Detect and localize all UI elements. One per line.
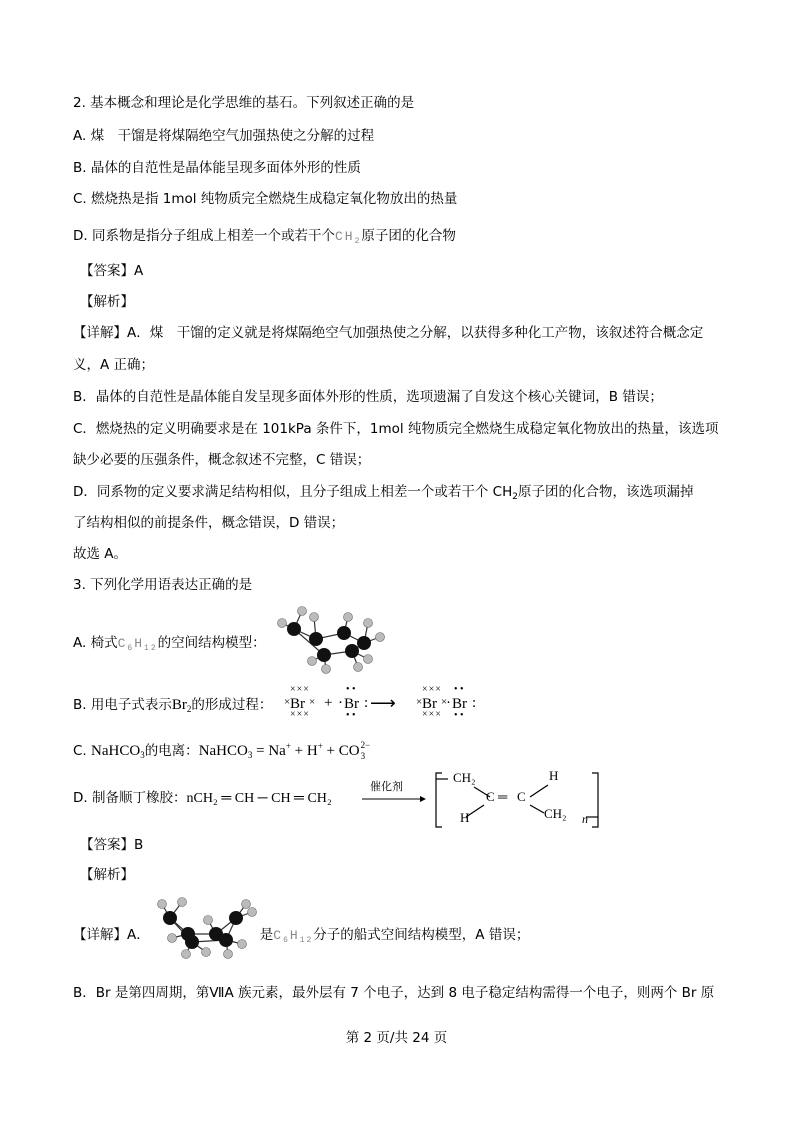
- q2-stem: 2. 基本概念和理论是化学思维的基石。下列叙述正确的是: [73, 95, 415, 111]
- q3-option-a: A. 椅式$C_6H_{12}$的空间结构模型：: [73, 635, 266, 653]
- chair-cyclohexane-model: [272, 603, 390, 677]
- product-ch2-bottom: CH₂: [544, 806, 567, 821]
- q2-answer: 【答案】A: [80, 263, 144, 279]
- q3-option-b: B. 用电子式表示$Br_2$的形成过程：: [73, 697, 273, 714]
- q2-detail-line-4: C．燃烧热的定义明确要求是在 101kPa 条件下，1mol 纯物质完全燃烧生成稳定氧化物放出的热量，该选项: [73, 421, 719, 437]
- q3-stem: 3. 下列化学用语表达正确的是: [73, 577, 253, 593]
- c6h12-formula-2: $C_6H_{12}$: [273, 928, 314, 945]
- ionization-equation: NaHCO$_3$ = Na+ + H+ + CO 2− 3: [198, 740, 371, 761]
- boat-cyclohexane-model: [152, 898, 262, 960]
- polymer-n: n: [582, 812, 588, 826]
- q2-detail-line-7: 了结构相似的前提条件，概念错误，D 错误；: [73, 515, 345, 531]
- ch2-formula: $CH_2$: [334, 229, 362, 246]
- q3-detail-a: 【详解】A． 是$C_6H_{12}$分子的船式空间结构模型，A 错误；: [73, 927, 530, 945]
- q2-option-c: C. 燃烧热是指 1mol 纯物质完全燃烧生成稳定氧化物放出的热量: [73, 191, 458, 207]
- product-h-top: H: [549, 768, 559, 783]
- q2-analysis-label: 【解析】: [80, 294, 134, 310]
- br2-formation-electron-dot: Br × ××× ××× × + · Br • • • • : ⟶ × Br ××× ××× × · Br • • • • :: [284, 684, 477, 721]
- catalyst-label: 催化剂: [370, 780, 403, 793]
- reaction-arrow: [362, 794, 426, 804]
- page-footer: 第 2 页/共 24 页: [345, 1030, 448, 1046]
- q2-conclusion: 故选 A。: [73, 546, 128, 562]
- q2-detail-line-6: D．同系物的定义要求满足结构相似，且分子组成上相差一个或若干个 $CH_2$原子团的化合物，该选项漏掉: [73, 484, 694, 502]
- product-h-bottom: H: [460, 810, 470, 825]
- q3-analysis-label: 【解析】: [80, 867, 134, 883]
- product-ch2-top: CH₂: [453, 770, 476, 785]
- product-double-bond: ═: [498, 789, 508, 804]
- q2-option-a: A. 煤 干馏是将煤隔绝空气加强热使之分解的过程: [73, 128, 375, 144]
- q3-option-d: D. 制备顺丁橡胶：nCH₂ ═ CH ─ CH ═ CH₂: [73, 790, 332, 806]
- q2-option-d: [73, 227, 456, 251]
- q3-detail-b: B．Br 是第四周期，第ⅦA 族元素，最外层有 7 个电子，达到 8 电子稳定结构需得一个电子，则两个 Br 原: [73, 985, 715, 1001]
- q2-option-b: B. 晶体的自范性是晶体能呈现多面体外形的性质: [73, 160, 361, 176]
- c6h12-formula: $C_6H_{12}$: [117, 636, 158, 653]
- q2-option-d-text: D. 同系物是指分子组成上相差一个或若干个: [73, 228, 335, 244]
- q2-option-d-tail: 原子团的化合物: [361, 228, 456, 244]
- q2-detail-line-1: 【详解】A．煤 干馏的定义就是将煤隔绝空气加强热使之分解，以获得多种化工产物，该叙述符合概念定: [73, 325, 704, 341]
- q3-answer: 【答案】B: [80, 837, 144, 853]
- butadiene-reactant: nCH₂ ═ CH ─ CH ═ CH₂: [186, 791, 332, 806]
- product-c2: C: [517, 789, 526, 804]
- q3-option-c: C. NaHCO$_3$的电离：NaHCO$_3$ = Na+ + H+ + CO 2− 3: [73, 737, 376, 764]
- product-c1: C: [486, 789, 495, 804]
- q2-detail-line-5: 缺少必要的压强条件，概念叙述不完整，C 错误；: [73, 452, 371, 468]
- q2-detail-line-2: 义，A 正确；: [73, 357, 155, 373]
- q2-detail-line-3: B．晶体的自范性是晶体能自发呈现多面体外形的性质，选项遗漏了自发这个核心关键词，B 错误；: [73, 389, 663, 405]
